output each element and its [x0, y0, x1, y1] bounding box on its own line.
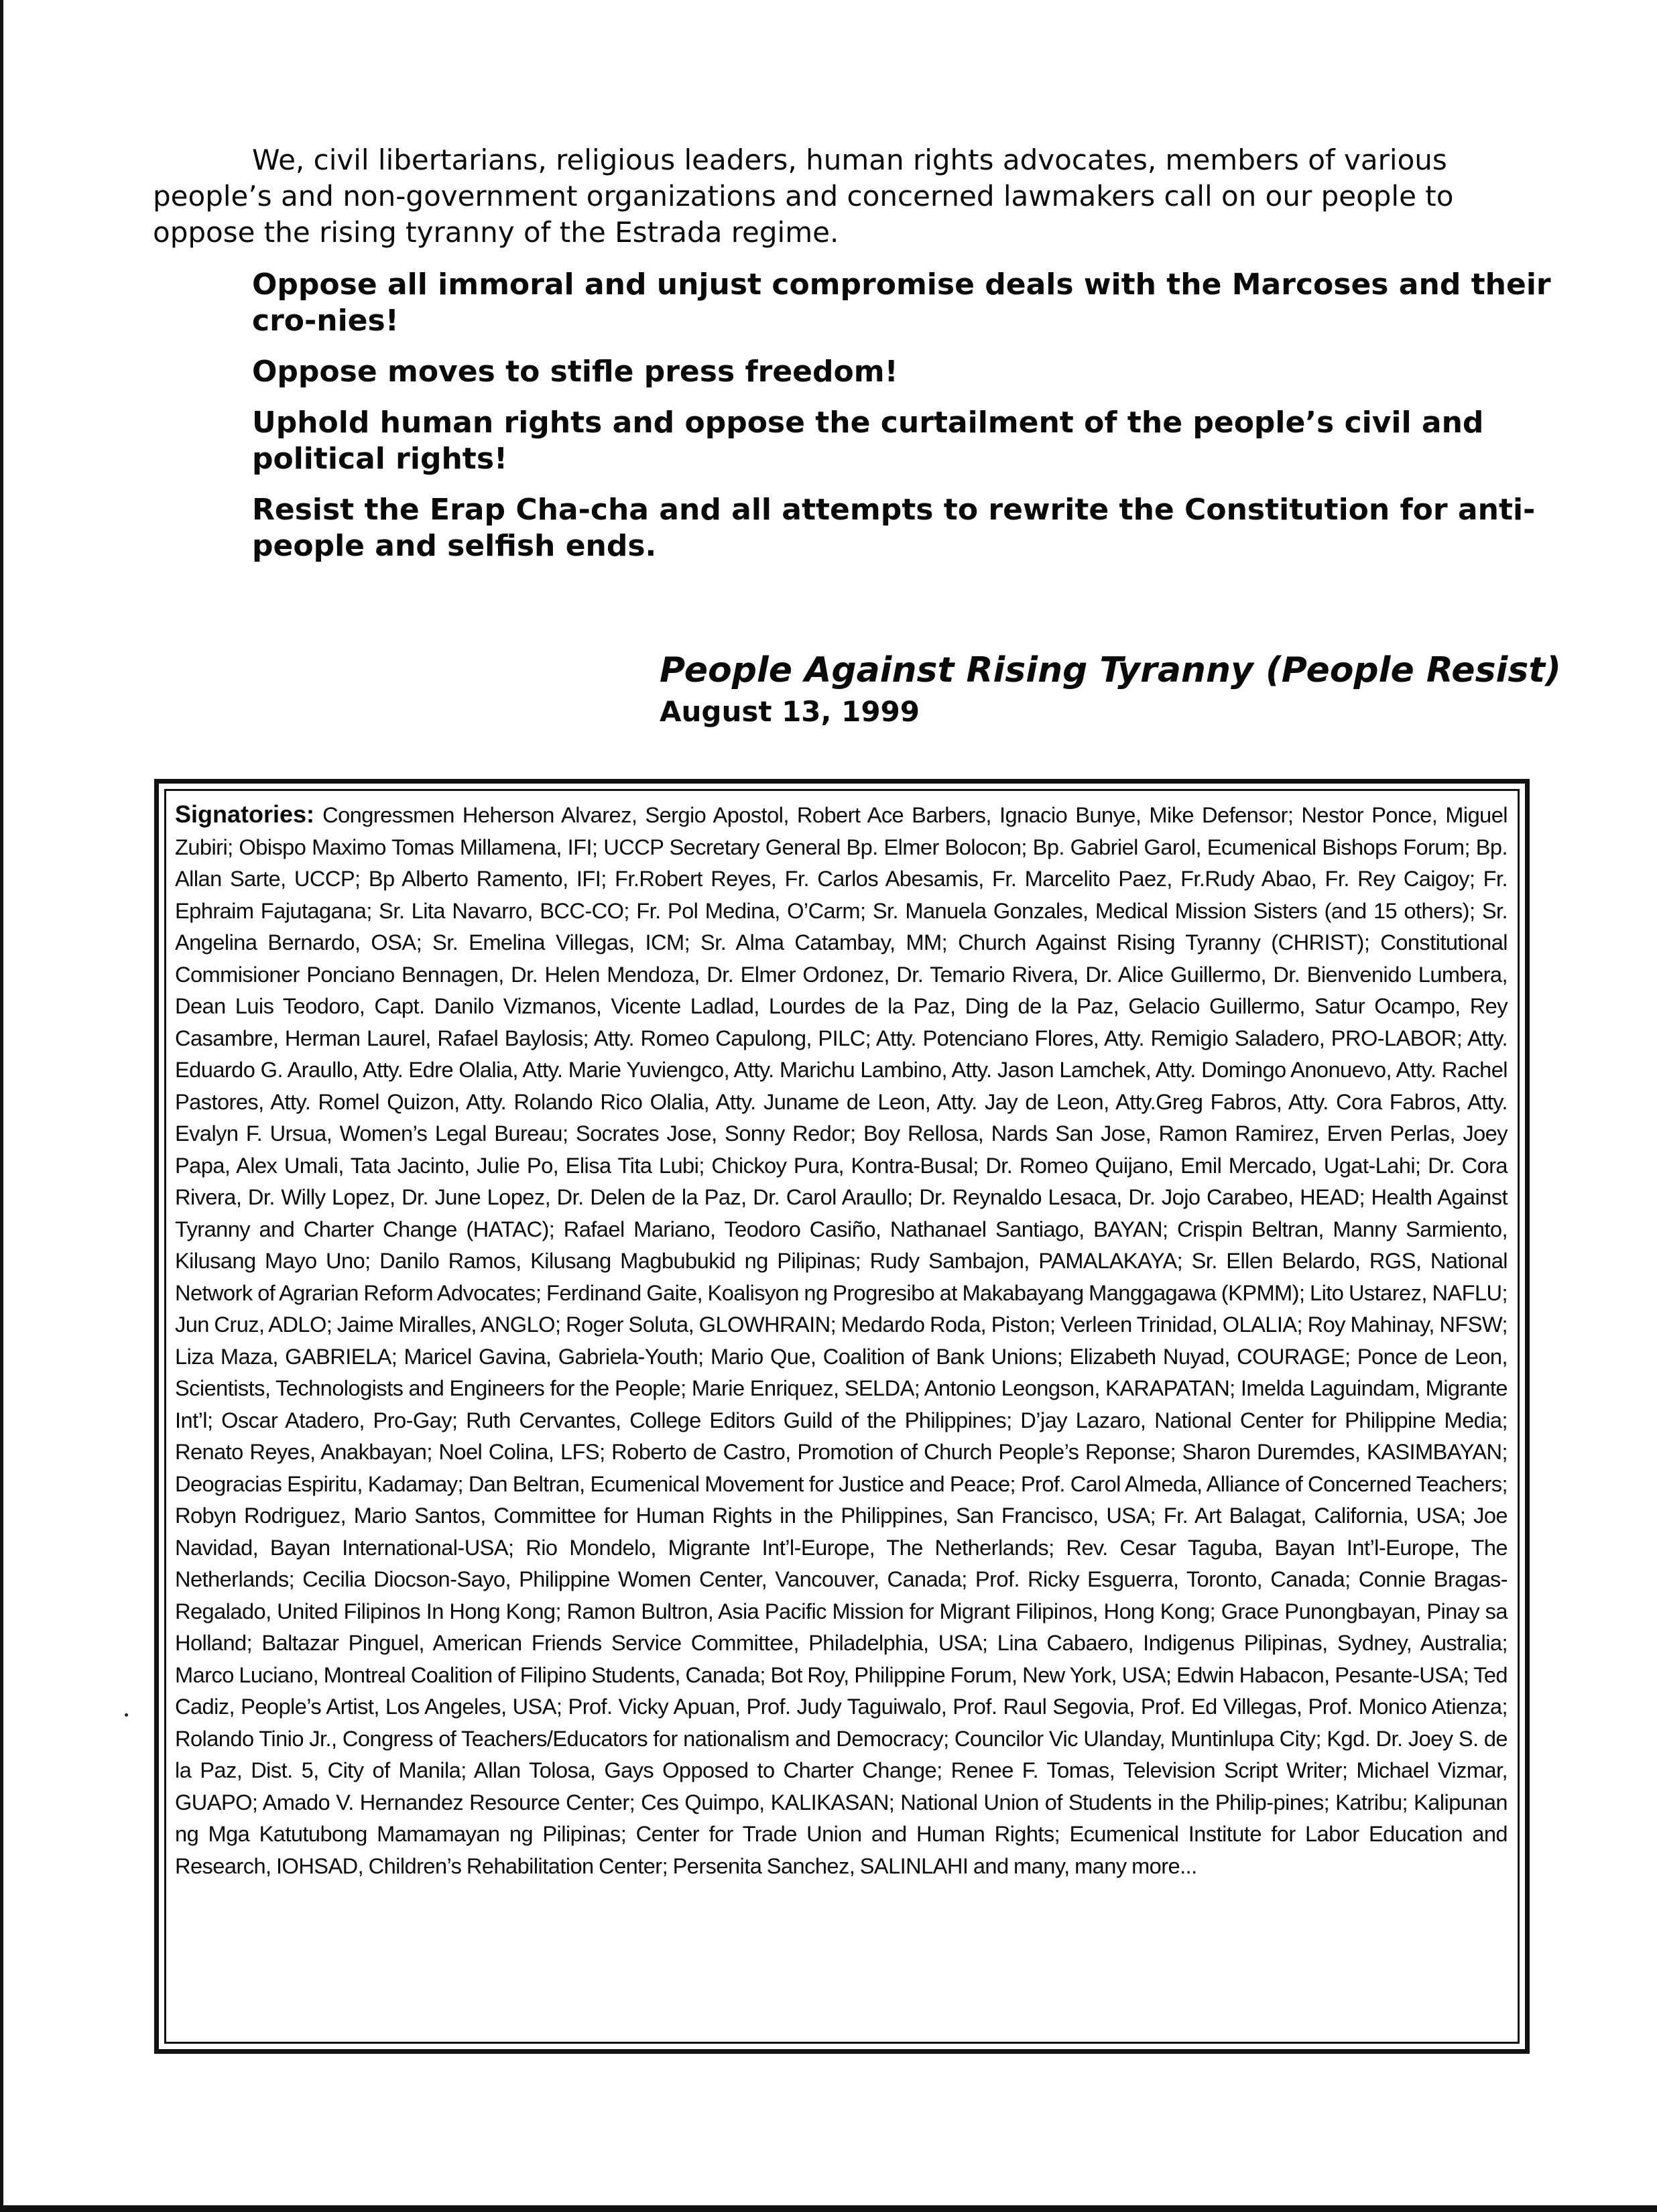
signatories-heading: Signatories:	[175, 800, 315, 828]
demands-list	[252, 267, 1552, 579]
signatories-text	[175, 798, 1508, 1882]
signatories-list: Congressmen Heherson Alvarez, Sergio Apostol, Robert Ace Barbers, Ignacio Bunye, Mike Defensor; Nestor Ponce, Miguel Zubiri; Obispo Maximo Tomas Millamena, IFI; UCCP Secretary General Bp. Elmer Bolocon; Bp. Gabriel Garol, Ecumenical Bishops Forum; Bp. Allan Sarte, UCCP; Bp Alberto Ramento, IFI; Fr.Robert Reyes, Fr. Carlos Abesamis, Fr. Marcelito Paez, Fr.Rudy Abao, Fr. Rey Caigoy; Fr. Ephraim Fajutagana; Sr. Lita Navarro, BCC-CO; Fr. Pol Medina, O’Carm; Sr. Manuela Gonzales, Medical Mission Sisters (and 15 others); Sr. Angelina Bernardo, OSA; Sr. Emelina Villegas, ICM; Sr. Alma Catambay, MM; Church Against Rising Tyranny (CHRIST); Constitutional Commisioner Ponciano Bennagen, Dr. Helen Mendoza, Dr. Elmer Ordonez, Dr. Temario Rivera, Dr. Alice Guillermo, Dr. Bienvenido Lumbera, Dean Luis Teodoro, Capt. Danilo Vizmanos, Vicente Ladlad, Lourdes de la Paz, Ding de la Paz, Gelacio Guillermo, Satur Ocampo, Rey Casambre, Herman Laurel, Rafael Baylosis; Atty. Romeo Capulong, PILC; Atty. Potenciano Flores, Atty. Remigio Saladero, PRO-LABOR; Atty. Eduardo G. Araullo, Atty. Edre Olalia, Atty. Marie Yuviengco, Atty. Marichu Lambino, Atty. Jason Lamchek, Atty. Domingo Anonuevo, Atty. Rachel Pastores, Atty. Romel Quizon, Atty. Rolando Rico Olalia, Atty. Juname de Leon, Atty. Jay de Leon, Atty.Greg Fabros, Atty. Cora Fabros, Atty. Evalyn F. Ursua, Women’s Legal Bureau; Socrates Jose, Sonny Redor; Boy Rellosa, Nards San Jose, Ramon Ramirez, Erven Perlas, Joey Papa, Alex Umali, Tata Jacinto, Julie Po, Elisa Tita Lubi; Chickoy Pura, Kontra-Busal; Dr. Romeo Quijano, Emil Mercado, Ugat-Lahi; Dr. Cora Rivera, Dr. Willy Lopez, Dr. June Lopez, Dr. Delen de la Paz, Dr. Carol Araullo; Dr. Reynaldo Lesaca, Dr. Jojo Carabeo, HEAD; Health Against Tyranny and Charter Change (HATAC); Rafael Mariano, Teodoro Casiño, Nathanael Santiago, BAYAN; Crispin Beltran, Manny Sarmiento, Kilusang Mayo Uno; Danilo Ramos, Kilusang Magbubukid ng Pilipinas; Rudy Sambajon, PAMALAKAYA; Sr. Ellen Belardo, RGS, National Network of Agrarian Reform Advocates; Ferdinand Gaite, Koalisyon ng Progresibo at Makabayang Manggagawa (KPMM); Lito Ustarez, NAFLU; Jun Cruz, ADLO; Jaime Miralles, ANGLO; Roger Soluta, GLOWHRAIN; Medardo Roda, Piston; Verleen Trinidad, OLALIA; Roy Mahinay, NFSW; Liza Maza, GABRIELA; Maricel Gavina, Gabriela-Youth; Mario Que, Coalition of Bank Unions; Elizabeth Nuyad, COURAGE; Ponce de Leon, Scientists, Technologists and Engineers for the People; Marie Enriquez, SELDA; Antonio Leongson, KARAPATAN; Imelda Laguindam, Migrante Int’l; Oscar Atadero, Pro-Gay; Ruth Cervantes, College Editors Guild of the Philippines; D’jay Lazaro, National Center for Philippine Media; Renato Reyes, Anakbayan; Noel Colina, LFS; Roberto de Castro, Promotion of Church People’s Reponse; Sharon Duremdes, KASIMBAYAN; Deogracias Espiritu, Kadamay; Dan Beltran, Ecumenical Movement for Justice and Peace; Prof. Carol Almeda, Alliance of Concerned Teachers; Robyn Rodriguez, Mario Santos, Committee for Human Rights in the Philippines, San Francisco, USA; Fr. Art Balagat, California, USA; Joe Navidad, Bayan International-USA; Rio Mondelo, Migrante Int’l-Europe, The Netherlands; Rev. Cesar Taguba, Bayan Int’l-Europe, The Netherlands; Cecilia Diocson-Sayo, Philippine Women Center, Vancouver, Canada; Prof. Ricky Esguerra, Toronto, Canada; Connie Bragas-Regalado, United Filipinos In Hong Kong; Ramon Bultron, Asia Pacific Mission for Migrant Filipinos, Hong Kong; Grace Punongbayan, Pinay sa Holland; Baltazar Pinguel, American Friends Service Committee, Philadelphia, USA; Lina Cabaero, Indigenus Pilipinas, Sydney, Australia; Marco Luciano, Montreal Coalition of Filipino Students, Canada; Bot Roy, Philippine Forum, New York, USA; Edwin Habacon, Pesante-USA; Ted Cadiz, People’s Artist, Los Angeles, USA; Prof. Vicky Apuan, Prof. Judy Taguiwalo, Prof. Raul Segovia, Prof. Ed Villegas, Prof. Monico Atienza; Rolando Tinio Jr., Congress of Teachers/Educators for nationalism and Democracy; Councilor Vic Ulanday, Muntinlupa City; Kgd. Dr. Joey S. de la Paz, Dist. 5, City of Manila; Allan Tolosa, Gays Opposed to Charter Change; Renee F. Tomas, Television Script Writer; Michael Vizmar, GUAPO; Amado V. Hernandez Resource Center; Ces Quimpo, KALIKASAN; National Union of Students in the Philip-pines; Katribu; Kalipunan ng Mga Katutubong Mamamayan ng Pilipinas; Center for Trade Union and Human Rights; Ecumenical Institute for Labor Education and Research, IOHSAD, Children’s Rehabilitation Center; Persenita Sanchez, SALINLAHI and many, many more...	[175, 802, 1508, 1878]
organization-signature: People Against Rising Tyranny (People Resist)	[660, 650, 1561, 690]
signatories-box	[154, 779, 1530, 2054]
demand-item: Resist the Erap Cha-cha and all attempts to rewrite the Constitution for anti-people and selfish ends.	[252, 493, 1536, 563]
statement-date: August 13, 1999	[660, 695, 920, 728]
scan-speck	[125, 1713, 128, 1717]
page-edge-bottom	[0, 2205, 1657, 2212]
demand-item: Oppose moves to stifle press freedom!	[252, 355, 898, 389]
demand-item: Uphold human rights and oppose the curtailment of the people’s civil and political rights!	[252, 406, 1484, 476]
page-edge-left	[0, 0, 3, 2212]
demand-item: Oppose all immoral and unjust compromise deals with the Marcoses and their cro-nies!	[252, 267, 1551, 338]
intro-paragraph: We, civil libertarians, religious leaders, human rights advocates, members of various people’s and non-government organizations and concerned lawmakers call on our people to oppose the rising tyranny of the Estrada regime.	[153, 143, 1454, 249]
